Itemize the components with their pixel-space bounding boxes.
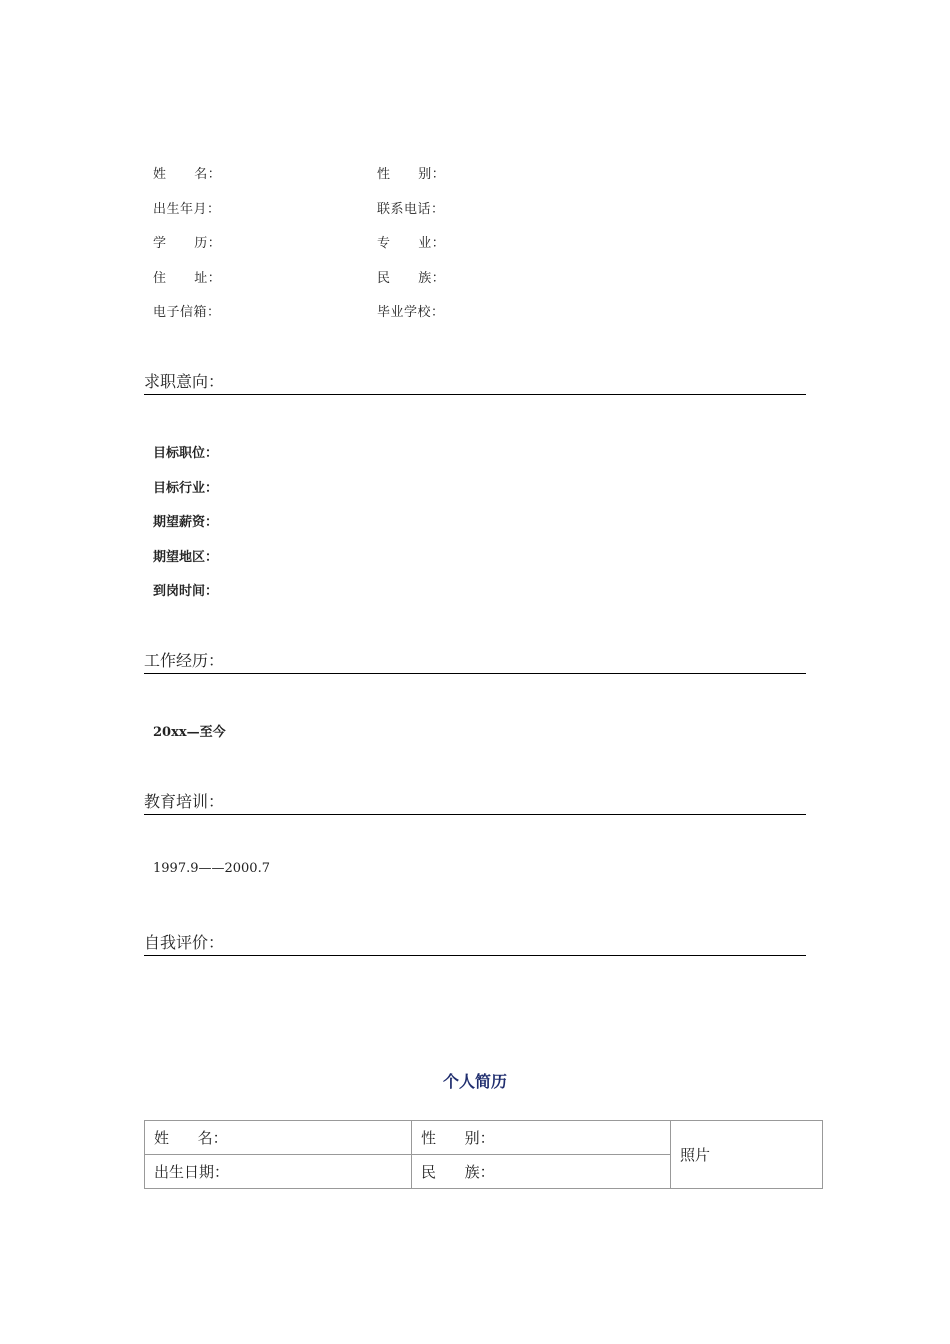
ethnicity-cell: 民 族： bbox=[412, 1155, 671, 1189]
job-intention-heading: 求职意向： bbox=[144, 369, 806, 395]
education-label: 学 历： bbox=[153, 236, 222, 251]
phone-label: 联系电话： bbox=[377, 202, 445, 217]
email-label: 电子信箱： bbox=[153, 305, 221, 320]
name-label: 姓 名： bbox=[153, 167, 222, 182]
address-label: 住 址： bbox=[153, 271, 222, 286]
birth-label: 出生年月： bbox=[153, 202, 221, 217]
major-label: 专 业： bbox=[377, 236, 446, 251]
name-cell: 姓 名： bbox=[145, 1121, 412, 1155]
table-row bbox=[145, 1121, 823, 1155]
gender-label: 性 别： bbox=[377, 167, 446, 182]
target-position-label: 目标职位： bbox=[153, 446, 219, 461]
education-heading: 教育培训： bbox=[144, 789, 806, 815]
expected-salary-label: 期望薪资： bbox=[153, 515, 219, 530]
education-period: 1997.9——2000.7 bbox=[153, 861, 270, 876]
resume-table bbox=[144, 1120, 823, 1189]
self-evaluation-heading: 自我评价： bbox=[144, 930, 806, 956]
birthdate-cell: 出生日期： bbox=[145, 1155, 412, 1189]
arrival-time-label: 到岗时间： bbox=[153, 584, 219, 599]
work-period: 20xx—至今 bbox=[153, 725, 226, 740]
target-industry-label: 目标行业： bbox=[153, 481, 219, 496]
gender-cell: 性 别： bbox=[412, 1121, 671, 1155]
expected-region-label: 期望地区： bbox=[153, 550, 219, 565]
work-experience-heading: 工作经历： bbox=[144, 648, 806, 674]
resume-title: 个人简历 bbox=[442, 1072, 507, 1091]
school-label: 毕业学校： bbox=[377, 305, 445, 320]
ethnicity-label: 民 族： bbox=[377, 271, 446, 286]
photo-cell: 照片 bbox=[671, 1121, 823, 1189]
